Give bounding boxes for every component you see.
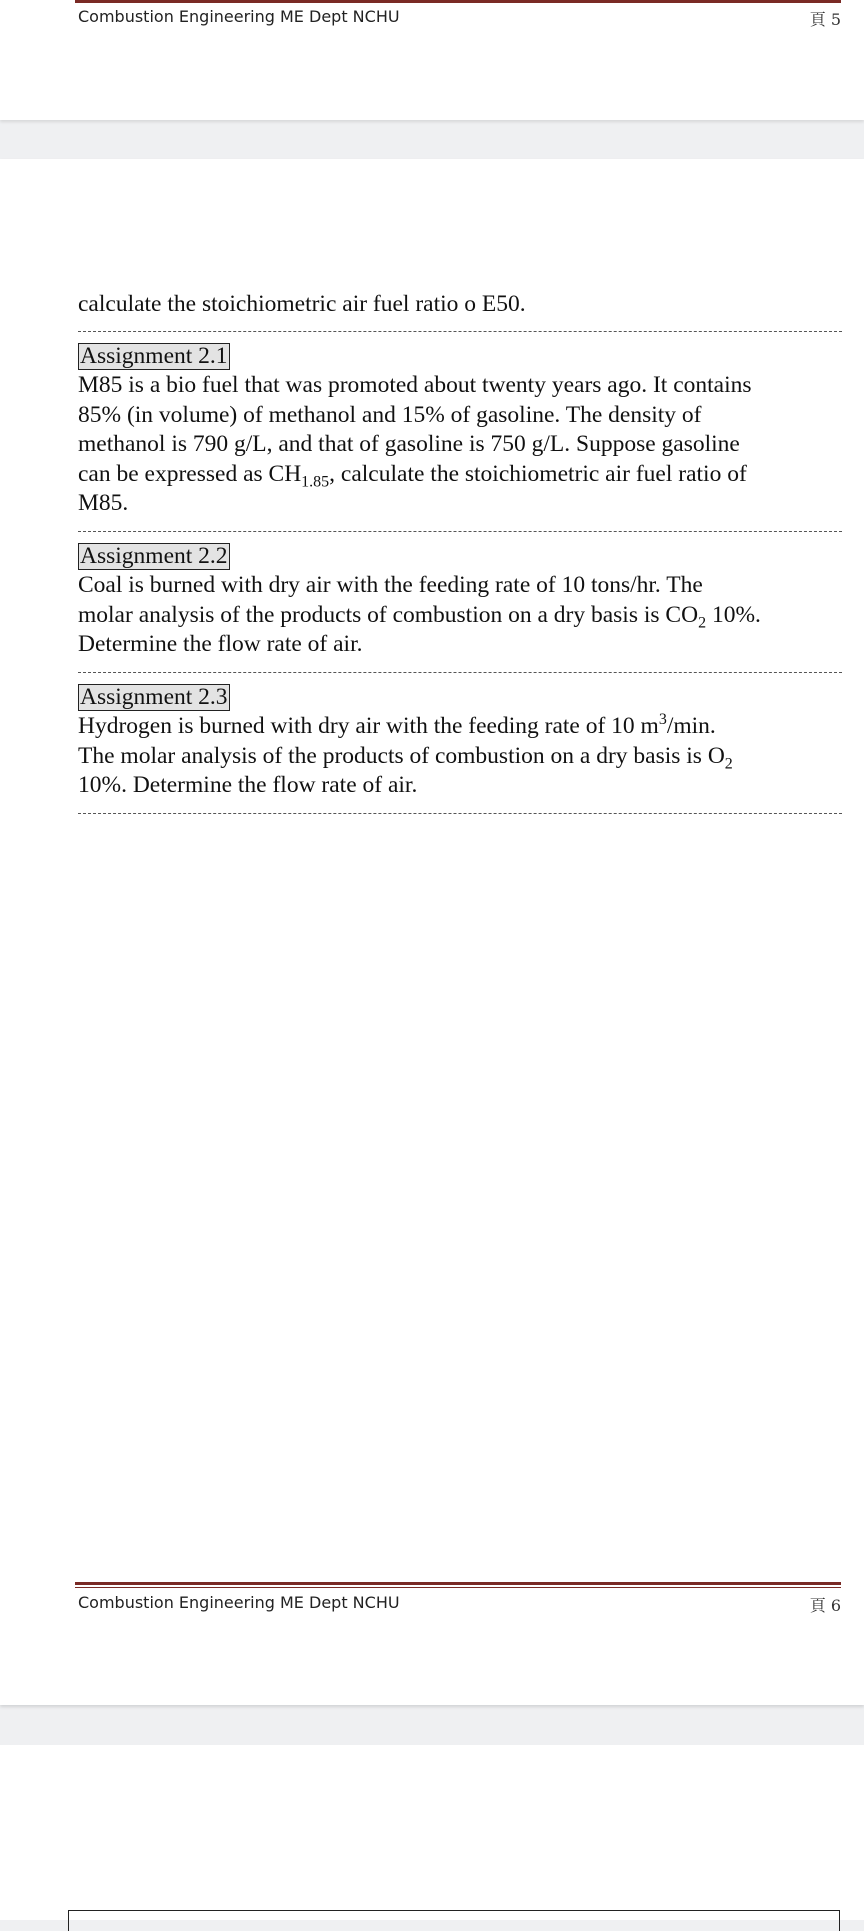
assignment-title: Assignment 2.2 xyxy=(80,542,228,569)
assignment-text-line: M85 is a bio fuel that was promoted about twenty years ago. It contains xyxy=(78,372,752,398)
assignment-text-line: molar analysis of the products of combustion on a dry basis is $CO_2$ 10%. xyxy=(78,601,761,632)
subscript: 1.85 xyxy=(301,473,330,491)
assignment-title: Assignment 2.3 xyxy=(80,683,228,710)
header-rule xyxy=(75,0,841,3)
assignment-text-line: Coal is burned with dry air with the feeding rate of 10 tons/hr. The xyxy=(78,572,703,598)
assignment-text-line: methanol is 790 g/L, and that of gasoline is 750 g/L. Suppose gasoline xyxy=(78,431,740,457)
document-page xyxy=(0,159,864,1705)
dashed-divider xyxy=(78,531,842,532)
assignment-text-line: M85. xyxy=(78,490,129,516)
page-content xyxy=(78,290,842,814)
assignment-title: Assignment 2.1 xyxy=(80,342,228,369)
assignment-block xyxy=(78,683,842,801)
dashed-divider xyxy=(78,331,842,332)
dashed-divider xyxy=(78,672,842,673)
dashed-divider xyxy=(78,813,842,814)
content-frame xyxy=(68,1910,840,1931)
assignment-block xyxy=(78,342,842,519)
assignment-text-line: 85% (in volume) of methanol and 15% of gasoline. The density of xyxy=(78,401,702,428)
header-rule-thin xyxy=(75,1587,841,1588)
header-page-number: 頁 5 xyxy=(809,10,841,29)
subscript: 2 xyxy=(724,755,733,773)
header-page-number: 頁 6 xyxy=(809,1596,841,1615)
intro-text: calculate the stoichiometric air fuel ratio o E50. xyxy=(78,291,526,317)
header-course-title: Combustion Engineering ME Dept NCHU xyxy=(78,7,400,26)
superscript: 3 xyxy=(658,711,667,729)
assignment-block xyxy=(78,542,842,660)
assignment-text-line: The molar analysis of the products of combustion on a dry basis is $O_2$ xyxy=(78,742,733,773)
subscript: 2 xyxy=(698,614,707,632)
header-course-title: Combustion Engineering ME Dept NCHU xyxy=(78,1593,400,1612)
assignment-text-line: 10%. Determine the flow rate of air. xyxy=(78,772,418,798)
assignment-text-line: Hydrogen is burned with dry air with the feeding rate of 10 $m^3/\min$. xyxy=(78,711,716,739)
page-5-footer-area xyxy=(0,0,864,120)
assignment-text-line: can be expressed as $CH_{1.85}$, calculate the stoichiometric air fuel ratio of xyxy=(78,460,747,491)
assignment-text-line: Determine the flow rate of air. xyxy=(78,631,363,657)
next-page xyxy=(0,1745,864,1920)
header-rule xyxy=(75,1582,841,1585)
